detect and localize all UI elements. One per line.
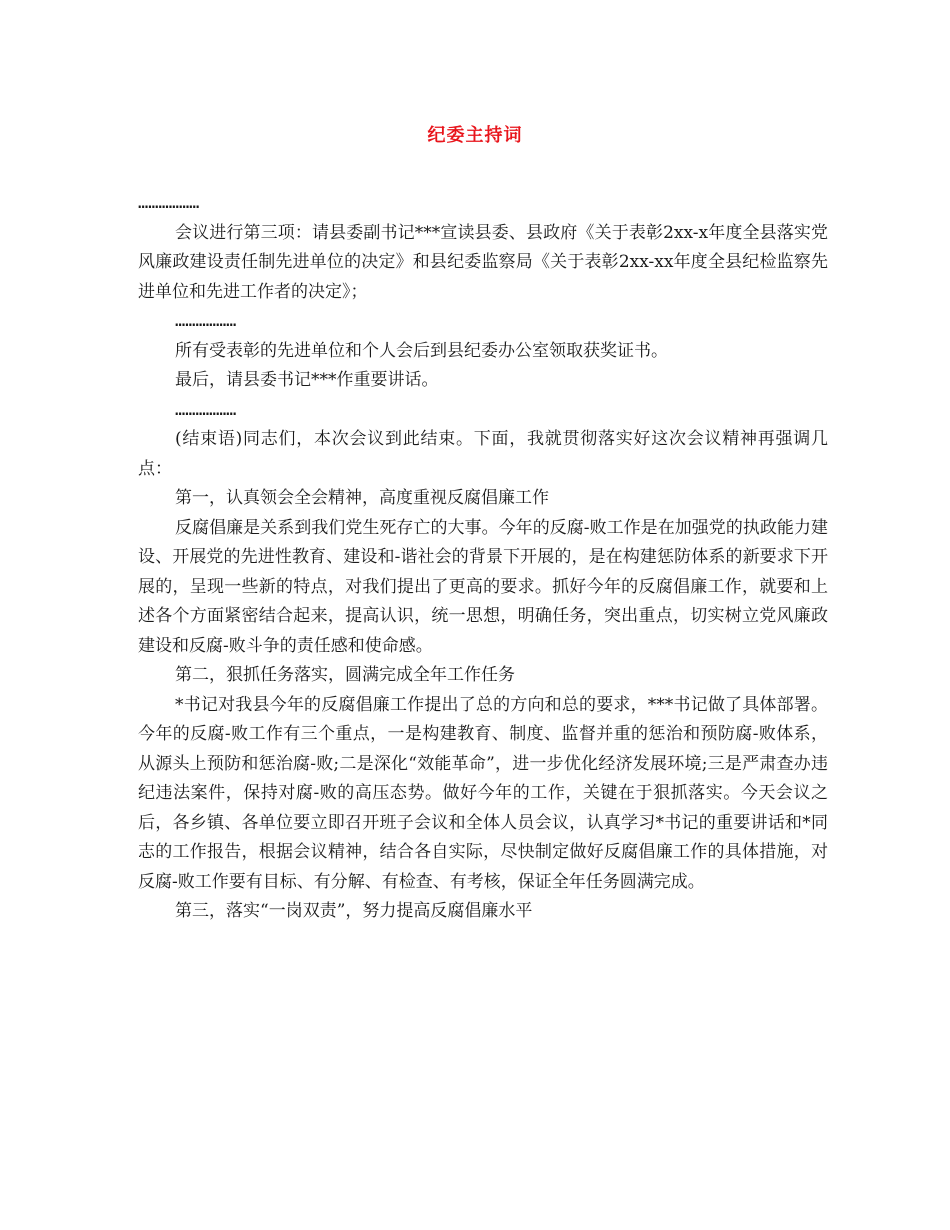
ellipsis-line: ……………… bbox=[175, 399, 237, 420]
section-heading: 第三，落实“一岗双责”，努力提高反腐倡廉水平 bbox=[175, 901, 533, 921]
document-title: 纪委主持词 bbox=[427, 125, 523, 146]
document-body bbox=[138, 189, 828, 927]
paragraph: 最后，请县委书记***作重要讲话。 bbox=[175, 370, 439, 390]
ellipsis-line: ……………… bbox=[175, 311, 237, 331]
paragraph: *书记对我县今年的反腐倡廉工作提出了总的方向和总的要求，***书记做了具体部署。今年的反腐-败工作有三个重点，一是构建教育、制度、监督并重的惩治和预防腐-败体系，从源头上预防和惩治腐-败;二是深化“效能革命”，进一步优化经济发展环境;三是严肃查办违纪违法案件，保持对腐-败的高压态势。做好今年的工作，关键在于狠抓落实。今天会议之后，各乡镇、各单位要立即召开班子会议和全体人员会议，认真学习*书记的重要讲话和*同志的工作报告，根据会议精神，结合各自实际，尽快制定做好反腐倡廉工作的具体措施，对反腐-败工作要有目标、有分解、有检查、有考核，保证全年任务圆满完成。 bbox=[138, 694, 828, 892]
section-heading: 第二，狠抓任务落实，圆满完成全年工作任务 bbox=[175, 665, 515, 685]
paragraph: (结束语)同志们，本次会议到此结束。下面，我就贯彻落实好这次会议精神再强调几点： bbox=[138, 429, 828, 479]
paragraph: 会议进行第三项：请县委副书记***宣读县委、县政府《关于表彰2xx-x年度全县落实党风廉政建设责任制先进单位的决定》和县纪委监察局《关于表彰2xx-xx年度全县纪检监察先进单位和先进工作者的决定》； bbox=[138, 222, 828, 302]
paragraph: 所有受表彰的先进单位和个人会后到县纪委办公室领取获奖证书。 bbox=[175, 340, 668, 361]
paragraph: 反腐倡廉是关系到我们党生死存亡的大事。今年的反腐-败工作是在加强党的执政能力建设、开展党的先进性教育、建设和-谐社会的背景下开展的，是在构建惩防体系的新要求下开展的，呈现一些新的特点，对我们提出了更高的要求。抓好今年的反腐倡廉工作，就要和上述各个方面紧密结合起来，提高认识，统一思想，明确任务，突出重点，切实树立党风廉政建设和反腐-败斗争的责任感和使命感。 bbox=[138, 517, 828, 656]
section-heading: 第一，认真领会全会精神，高度重视反腐倡廉工作 bbox=[175, 488, 549, 508]
ellipsis-line: ……………… bbox=[138, 193, 200, 213]
